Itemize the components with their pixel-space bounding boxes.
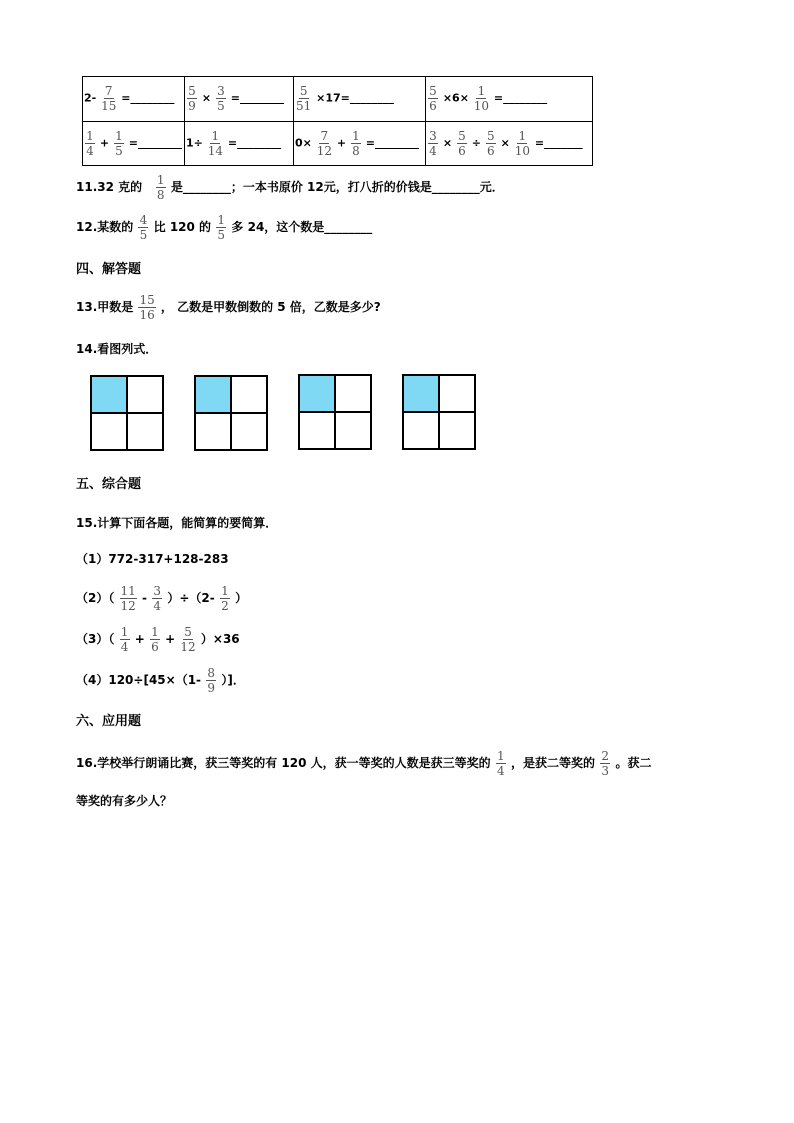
question-15-3: （3）（ $\frac{1}{4}$ + $\frac{1}{6}$ + $\frac{5}{12}$ ）×36 bbox=[76, 625, 240, 654]
table-cell bbox=[294, 121, 426, 166]
equals-sign: = bbox=[534, 136, 545, 150]
equals-sign: = bbox=[365, 136, 375, 150]
table-cell bbox=[426, 121, 593, 166]
question-15-1: （1）772-317+128-283 bbox=[76, 552, 229, 566]
cell-text: 1÷ bbox=[186, 136, 203, 150]
operator: ×6× bbox=[442, 91, 469, 105]
answer-blank[interactable]: ________ bbox=[237, 136, 282, 150]
section-heading: 四、解答题 bbox=[76, 262, 142, 277]
answer-blank[interactable]: ________ bbox=[374, 136, 419, 150]
table-cell bbox=[426, 77, 593, 122]
equals-sign: = bbox=[230, 91, 240, 105]
fraction: $\frac{5}{51}$ bbox=[296, 84, 312, 114]
fraction: $\frac{1}{8}$ bbox=[352, 128, 360, 158]
fraction: $\frac{5}{9}$ bbox=[188, 84, 196, 114]
fraction: $\frac{7}{15}$ bbox=[101, 84, 117, 114]
section-heading: 六、应用题 bbox=[76, 714, 142, 729]
fraction: $\frac{5}{12}$ bbox=[180, 625, 196, 654]
table-cell bbox=[294, 77, 426, 122]
question-11: 11.32 克的 $\frac{1}{8}$ 是________；一本书原价 12元，打八折的价钱是________元． bbox=[76, 173, 504, 202]
answer-blank[interactable]: ________ bbox=[130, 91, 175, 105]
fraction: $\frac{1}{4}$ bbox=[497, 749, 505, 778]
fraction: $\frac{1}{14}$ bbox=[207, 128, 223, 158]
answer-blank[interactable]: _______ bbox=[544, 136, 583, 150]
answer-blank[interactable]: ________ bbox=[239, 91, 284, 105]
table-row bbox=[83, 77, 593, 122]
fraction: $\frac{1}{5}$ bbox=[217, 213, 226, 242]
question-15: 15.计算下面各题，能简算的要简算． bbox=[76, 516, 278, 530]
operator: ÷ bbox=[471, 136, 481, 150]
fraction: $\frac{5}{6}$ bbox=[486, 128, 495, 158]
fraction-grid bbox=[402, 374, 476, 450]
fraction: $\frac{3}{4}$ bbox=[153, 584, 161, 613]
fraction: $\frac{5}{6}$ bbox=[458, 128, 466, 158]
operator: × bbox=[500, 136, 510, 150]
question-12: 12.某数的 $\frac{4}{5}$ 比 120 的 $\frac{1}{5}$ 多 24，这个数是________ bbox=[76, 213, 373, 242]
cell-text: 2- bbox=[84, 91, 97, 105]
fraction: $\frac{8}{9}$ bbox=[207, 666, 216, 695]
fraction: $\frac{1}{6}$ bbox=[151, 625, 159, 654]
operator: × bbox=[442, 136, 453, 150]
fraction: $\frac{1}{4}$ bbox=[86, 128, 94, 158]
answer-blank[interactable]: ________ bbox=[503, 91, 548, 105]
fraction: $\frac{1}{8}$ bbox=[156, 173, 165, 202]
equals-sign: = bbox=[227, 136, 238, 150]
fraction: $\frac{5}{6}$ bbox=[429, 84, 437, 114]
fraction: $\frac{7}{12}$ bbox=[316, 128, 332, 158]
question-14: 14.看图列式． bbox=[76, 342, 158, 356]
fraction: $\frac{1}{5}$ bbox=[115, 128, 123, 158]
shaded-cell bbox=[196, 377, 230, 412]
question-13: 13.甲数是 $\frac{15}{16}$ ， 乙数是甲数倒数的 5 倍，乙数是多少? bbox=[76, 293, 381, 322]
calculation-table bbox=[82, 76, 593, 166]
table-row bbox=[83, 121, 593, 166]
table-cell bbox=[83, 77, 185, 122]
equals-sign: = bbox=[493, 91, 504, 105]
fraction: $\frac{1}{10}$ bbox=[473, 84, 490, 114]
equals-sign: = bbox=[121, 91, 131, 105]
fraction: $\frac{1}{2}$ bbox=[221, 584, 229, 613]
fraction: $\frac{11}{12}$ bbox=[120, 584, 136, 613]
table-cell bbox=[185, 121, 294, 166]
operator: + bbox=[99, 136, 110, 150]
fraction: $\frac{3}{5}$ bbox=[217, 84, 225, 114]
answer-blank[interactable]: ________ bbox=[137, 136, 182, 150]
fraction: $\frac{1}{4}$ bbox=[120, 625, 129, 654]
fraction: $\frac{15}{16}$ bbox=[139, 293, 155, 322]
shaded-cell bbox=[92, 377, 126, 412]
cell-text: 0× bbox=[295, 136, 312, 150]
fraction: $\frac{2}{3}$ bbox=[601, 749, 610, 778]
answer-blank[interactable]: ________ bbox=[349, 91, 394, 105]
shaded-cell bbox=[404, 376, 438, 411]
operator: + bbox=[336, 136, 347, 150]
fraction: $\frac{3}{4}$ bbox=[429, 128, 437, 158]
section-heading: 五、综合题 bbox=[76, 477, 142, 492]
question-16: 16.学校举行朗诵比赛，获三等奖的有 120 人，获一等奖的人数是获三等奖的 $\frac{1}{4}$ ，是获二等奖的 $\frac{2}{3}$ 。获二 bbox=[76, 749, 652, 778]
fraction-grid bbox=[298, 374, 372, 450]
question-15-4: （4）120÷[45×（1- $\frac{8}{9}$ ）]． bbox=[76, 666, 245, 695]
question-15-2: （2）（ $\frac{11}{12}$ - $\frac{3}{4}$ ）÷（2- $\frac{1}{2}$ ） bbox=[76, 584, 248, 613]
fraction-grid bbox=[90, 375, 164, 451]
question-16-line2: 等奖的有多少人？ bbox=[76, 794, 173, 808]
cell-text: ×17= bbox=[316, 91, 350, 105]
operator: × bbox=[201, 91, 212, 105]
equals-sign: = bbox=[128, 136, 138, 150]
fraction-grid bbox=[194, 375, 268, 451]
table-cell bbox=[83, 121, 185, 166]
table-cell bbox=[185, 77, 294, 122]
fraction: $\frac{4}{5}$ bbox=[139, 213, 148, 242]
shaded-cell bbox=[300, 376, 334, 411]
fraction: $\frac{1}{10}$ bbox=[514, 128, 530, 158]
